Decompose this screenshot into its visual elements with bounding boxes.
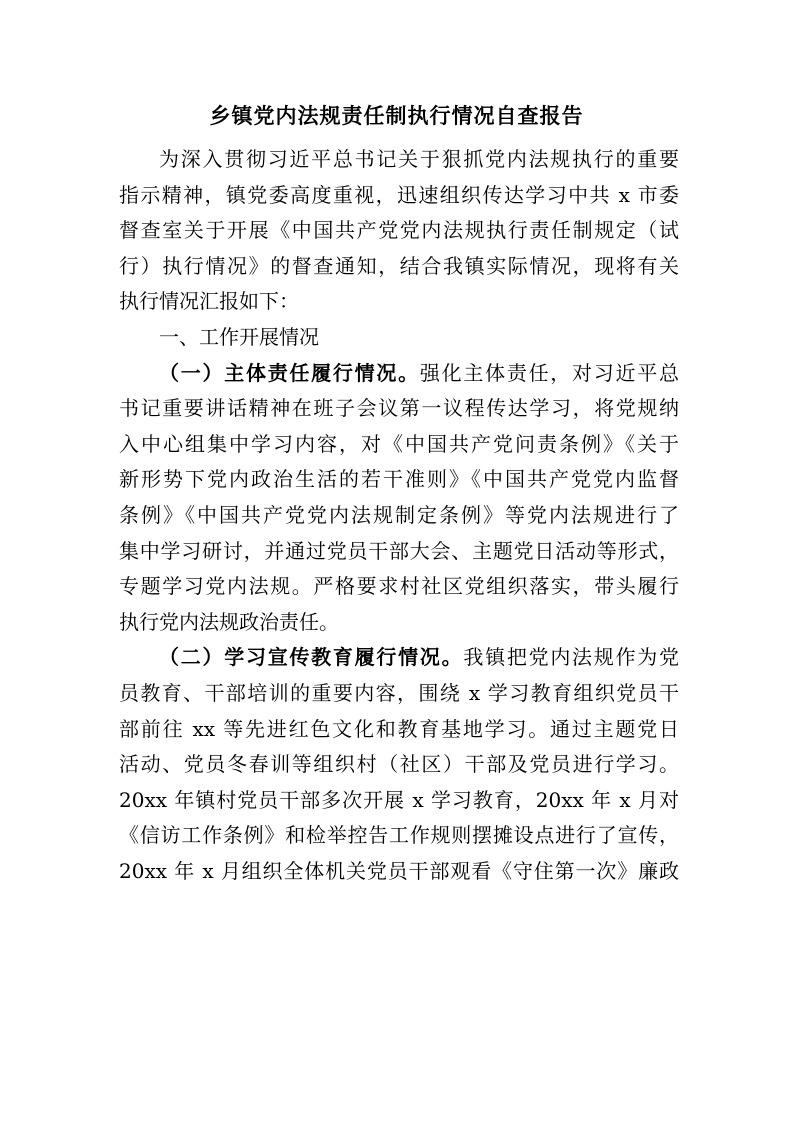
subsection-paragraph-1	[119, 356, 679, 641]
text-line: 部前往 xx 等先进红色文化和教育基地学习。通过主题党日	[119, 716, 679, 741]
text-line: 专题学习党内法规。严格要求村社区党组织落实，带头履行	[119, 574, 679, 599]
intro-paragraph	[119, 142, 679, 320]
text-segment: 强化主体责任，对习近平总	[419, 360, 680, 385]
text-line: 20xx 年 x 月组织全体机关党员干部观看《守住第一次》廉政	[119, 858, 679, 883]
text-line: 执行情况汇报如下：	[119, 289, 299, 314]
text-line: 活动、党员冬春训等组织村（社区）干部及党员进行学习。	[119, 752, 679, 777]
document-title: 乡镇党内法规责任制执行情况自查报告	[209, 103, 584, 128]
subsection-paragraph-2	[119, 640, 679, 889]
text-line: 条例》《中国共产党党内法规制定条例》等党内法规进行了	[119, 502, 679, 527]
text-line: 新形势下党内政治生活的若干准则》《中国共产党党内监督	[119, 467, 679, 492]
text-segment: 我镇把党内法规作为党	[463, 645, 680, 670]
subsection-heading: （一）主体责任履行情况。	[159, 360, 420, 385]
text-line: 书记重要讲话精神在班子会议第一议程传达学习，将党规纳	[119, 396, 679, 421]
text-line: 指示精神，镇党委高度重视，迅速组织传达学习中共 x 市委	[119, 182, 679, 207]
text-line: 20xx 年镇村党员干部多次开展 x 学习教育，20xx 年 x 月对	[119, 787, 679, 812]
text-line: 行）执行情况》的督查通知，结合我镇实际情况，现将有关	[119, 253, 679, 278]
text-line: 入中心组集中学习内容，对《中国共产党问责条例》《关于	[119, 431, 679, 456]
text-line: 为深入贯彻习近平总书记关于狠抓党内法规执行的重要	[159, 147, 679, 171]
text-line	[119, 356, 679, 392]
text-line: 一、工作开展情况	[159, 324, 319, 349]
text-line: 督查室关于开展《中国共产党党内法规执行责任制规定（试	[119, 218, 679, 243]
text-line	[119, 640, 679, 676]
text-line: 员教育、干部培训的重要内容，围绕 x 学习教育组织党员干	[119, 680, 679, 705]
text-line: 执行党内法规政治责任。	[119, 609, 339, 634]
text-line: 集中学习研讨，并通过党员干部大会、主题党日活动等形式，	[119, 538, 679, 563]
text-line: 《信访工作条例》和检举控告工作规则摆摊设点进行了宣传，	[119, 823, 679, 848]
subsection-heading: （二）学习宣传教育履行情况。	[159, 645, 464, 670]
section-heading	[119, 320, 679, 356]
document-body	[119, 142, 679, 889]
